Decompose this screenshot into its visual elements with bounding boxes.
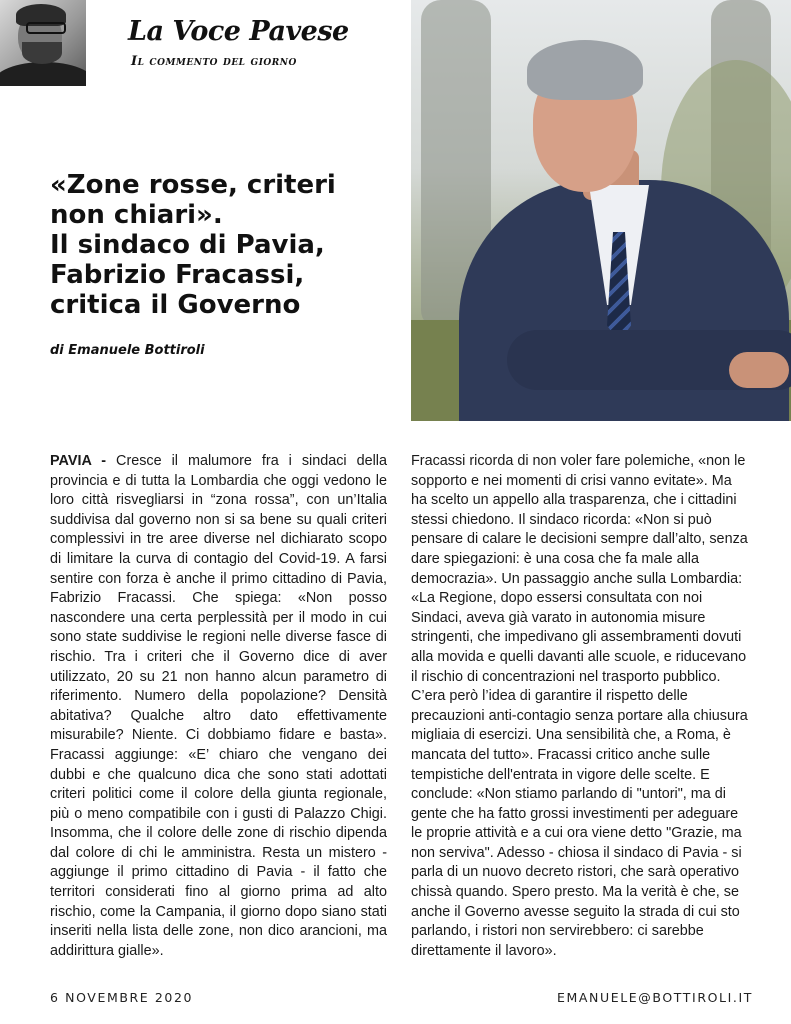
masthead-subtitle: Il commento del giorno [131,54,297,69]
author-email: EMANUELE@BOTTIROLI.IT [557,990,753,1005]
headline-line: Fabrizio Fracassi, [50,260,305,290]
article-column-right [411,452,748,961]
masthead-title: La Voce Pavese [128,16,349,47]
body-text-left: Cresce il malumore fra i sindaci della provincia e di tutta la Lombardia che oggi vedono le loro città risvegliarsi in “zona rossa”, con un’Italia suddivisa dal governo non si sa bene su quali criteri complessivi in tre aree diverse nel dichiarato scopo di limitare la curva di contagio del Covid-19. A farsi sentire con forza è anche il primo cittadino di Pavia, Fabrizio Fracassi. Che spiega: «Non posso nascondere una certa perplessità per il modo in cui sono state suddivise le regioni nelle diverse fasce di rischio. Tra i criteri che il Governo dice di aver utilizzato, 20 su 21 non hanno alcun parametro di riferimento. Numero della popolazione? Densità abitativa? Qualche altro dato effettivamente misurabile? Niente. Ci dobbiamo fidare e basta». Fracassi aggiunge: «E’ chiaro che vengano dei dubbi e che qualcuno dica che sono stati adottati criteri politici come il colore della giunta regionale, più o meno compatibile con i gusti di Palazzo Chigi. Insomma, che il colore delle zone di rischio dipenda dal colore di chi le amministra. Resta un mistero - aggiunge il primo cittadino di Pavia - il fatto che territori considerati fino al giorno prima ad alto rischio, come la Campania, il giorno dopo siano stati inseriti nella lista delle zone, non dico arancioni, ma addirittura gialle». [50,453,387,959]
headline-line: non chiari». [50,200,223,230]
publication-date: 6 NOVEMBRE 2020 [50,990,194,1005]
mayor-portrait-photo [411,0,791,421]
article-paragraph [50,452,387,961]
article-column-left [50,452,387,961]
author-avatar [0,0,86,86]
body-text-right: Fracassi ricorda di non voler fare polemiche, «non le sopporto e nei momenti di crisi vanno evitate». Ma ha scelto un appello alla trasparenza, che i cittadini stessi chiedono. Il sindaco ricorda: «Non si può pensare di calare le decisioni sempre dall’alto, senza dare spiegazioni: è una cosa che fa male alla democrazia». Un passaggio anche sulla Lombardia: «La Regione, dopo essersi consultata con noi Sindaci, aveva già varato in autonomia misure stringenti, che impedivano gli assembramenti dovuti alla movida e quelli davanti alle scuole, e riducevano il rischio di concentrazioni nel trasporto pubblico. C’era però l’idea di garantire il rispetto delle precauzioni anti-contagio senza portare alla chiusura migliaia di esercizi. Una sensibilità che, a Roma, è mancata del tutto». Fracassi critico anche sulle tempistiche dell'entrata in vigore delle scelte. E conclude: «Non stiamo parlando di "untori", ma di gente che ha fatto grossi investimenti per adeguare le proprie attività e a cui ora viene detto "Grazie, ma non serviva". Adesso - chiosa il sindaco di Pavia - si parla di un nuovo decreto ristori, che sarà operativo chissà quando. Spero presto. Ma la verità è che, se anche il Governo avesse seguito la strada di cui sto parlando, i ristori non servirebbero: ci sarebbe direttamente il lavoro». [411,453,748,959]
dateline: PAVIA - [50,453,107,469]
headline-line: critica il Governo [50,290,301,320]
headline-line: «Zone rosse, criteri [50,170,336,200]
article-headline [50,170,400,320]
headline-line: Il sindaco di Pavia, [50,230,325,260]
byline: di Emanuele Bottiroli [50,343,205,358]
